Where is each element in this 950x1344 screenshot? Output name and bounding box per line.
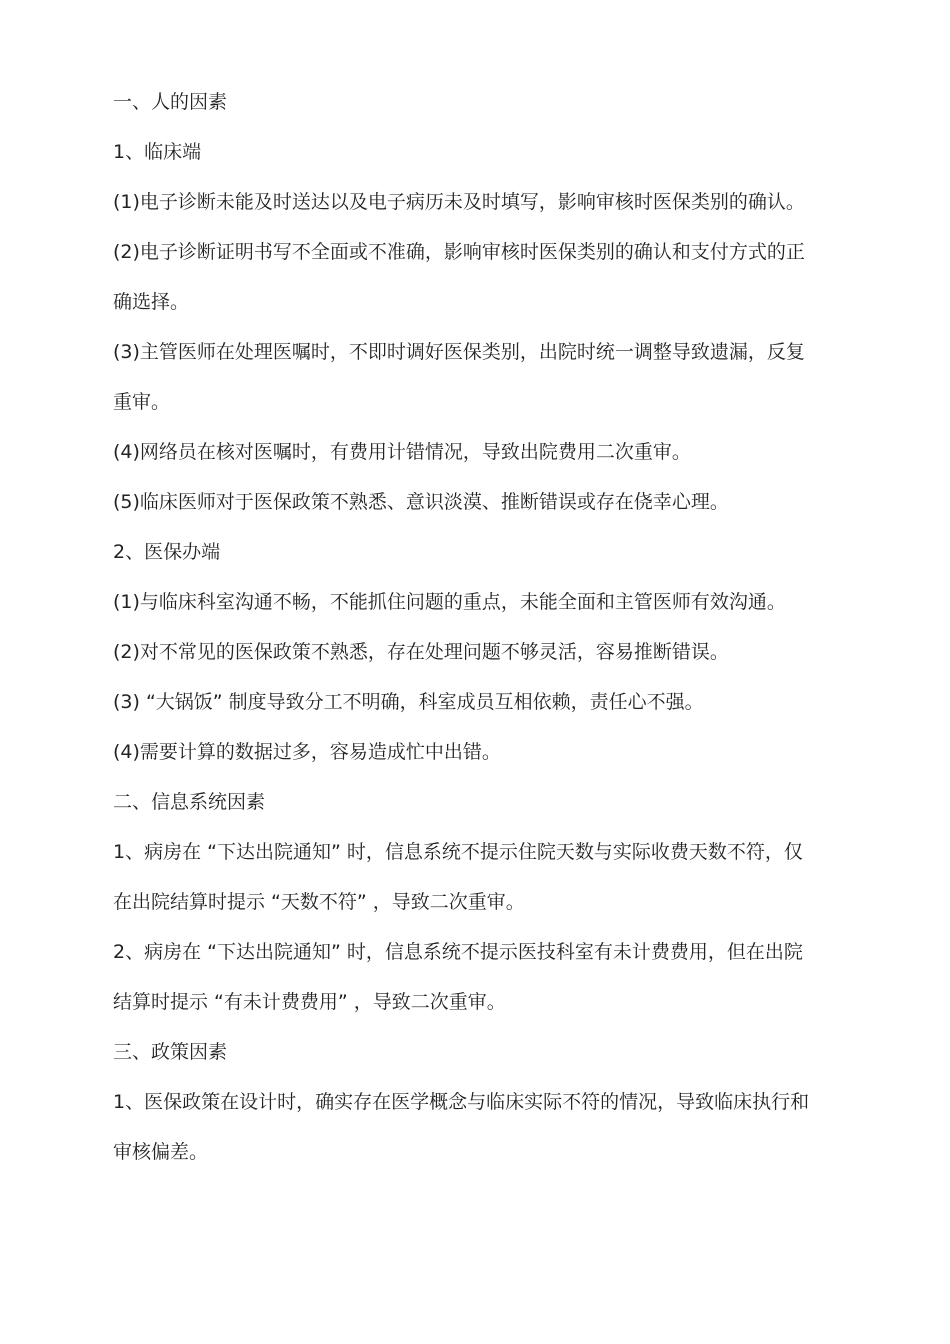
subheading-insurance-office-side: 2、医保办端: [113, 541, 221, 563]
paragraph-line: 重审。: [113, 391, 171, 413]
paragraph-line: 确选择。: [113, 291, 190, 313]
paragraph-line: (4)需要计算的数据过多，容易造成忙中出错。: [113, 741, 501, 763]
paragraph-line: (4)网络员在核对医嘱时，有费用计错情况，导致出院费用二次重审。: [113, 441, 691, 463]
paragraph-line: (2)电子诊断证明书写不全面或不准确，影响审核时医保类别的确认和支付方式的正: [113, 241, 805, 263]
paragraph-line: (1)与临床科室沟通不畅，不能抓住问题的重点，未能全面和主管医师有效沟通。: [113, 591, 786, 613]
heading-information-system-factors: 二、信息系统因素: [113, 791, 266, 813]
document-body: [113, 77, 825, 1177]
heading-policy-factors: 三、政策因素: [113, 1041, 228, 1063]
heading-human-factors: 一、人的因素: [113, 91, 228, 113]
paragraph-line: 2、病房在 “下达出院通知” 时，信息系统不提示医技科室有未计费费用，但在出院: [113, 941, 803, 963]
paragraph-line: (3) “大锅饭” 制度导致分工不明确，科室成员互相依赖，责任心不强。: [113, 691, 704, 713]
paragraph-line: 审核偏差。: [113, 1141, 209, 1163]
paragraph-line: 1、病房在 “下达出院通知” 时，信息系统不提示住院天数与实际收费天数不符，仅: [113, 841, 803, 863]
paragraph-line: (3)主管医师在处理医嘱时，不即时调好医保类别，出院时统一调整导致遗漏，反复: [113, 341, 805, 363]
paragraph-line: (5)临床医师对于医保政策不熟悉、意识淡漠、推断错误或存在侥幸心理。: [113, 491, 729, 513]
paragraph-line: 1、医保政策在设计时，确实存在医学概念与临床实际不符的情况，导致临床执行和: [113, 1091, 810, 1113]
paragraph-line: 结算时提示 “有未计费费用” ，导致二次重审。: [113, 991, 506, 1013]
paragraph-line: (2)对不常见的医保政策不熟悉，存在处理问题不够灵活，容易推断错误。: [113, 641, 729, 663]
paragraph-line: (1)电子诊断未能及时送达以及电子病历未及时填写，影响审核时医保类别的确认。: [113, 191, 805, 213]
subheading-clinical-side: 1、临床端: [113, 141, 202, 163]
paragraph-line: 在出院结算时提示 “天数不符” ，导致二次重审。: [113, 891, 525, 913]
